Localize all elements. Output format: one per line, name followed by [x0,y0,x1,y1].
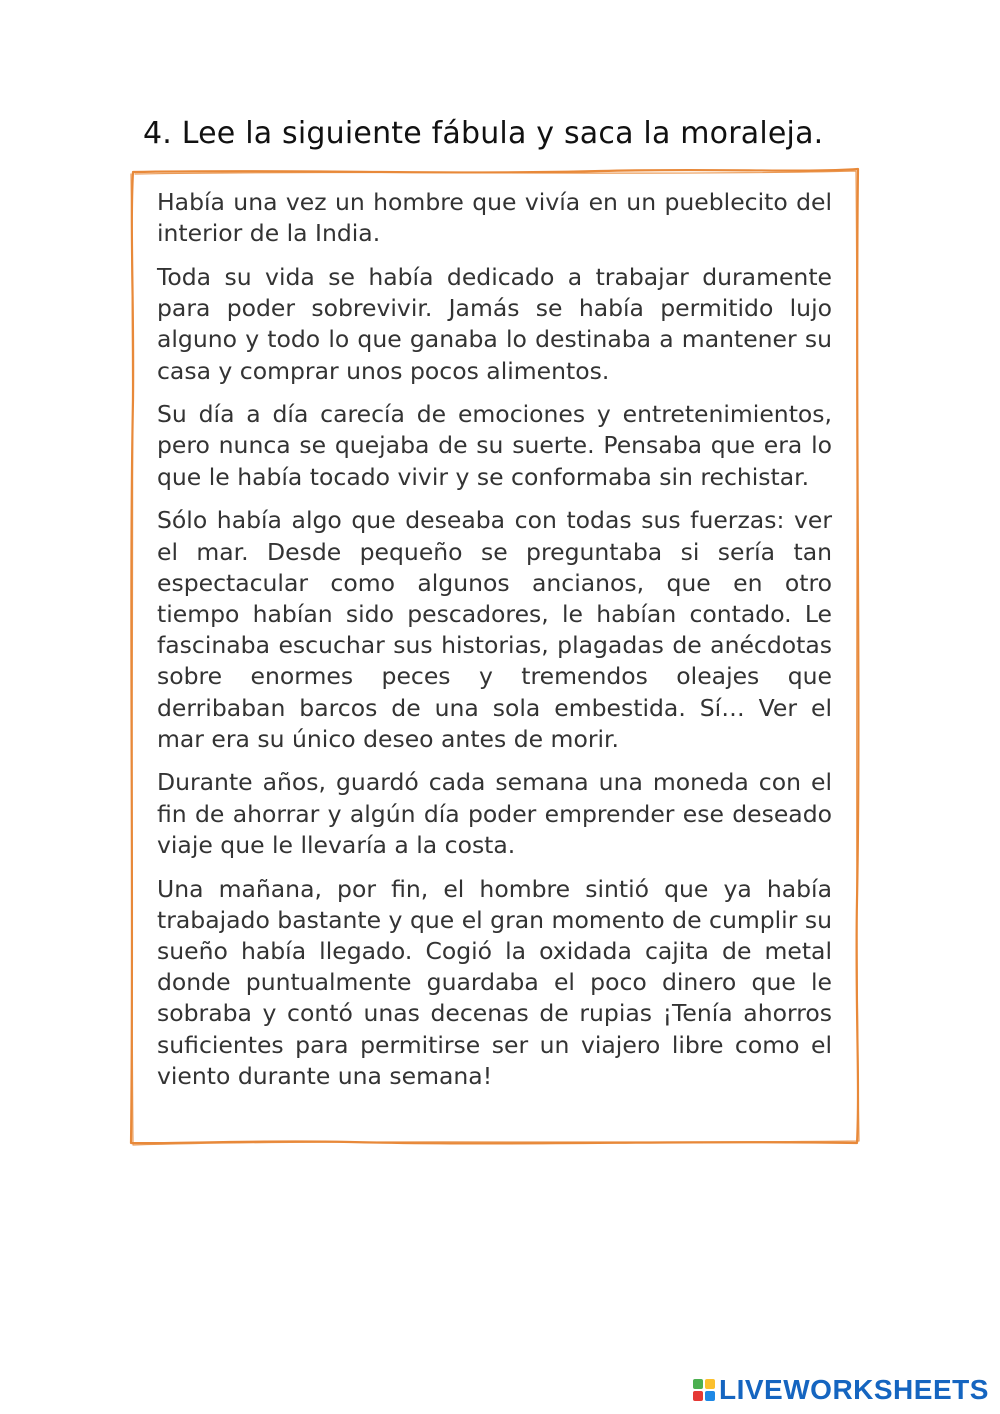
fable-text [157,187,832,1104]
logo-text: LIVEWORKSHEETS [719,1374,989,1405]
logo-square-yellow [705,1379,715,1389]
paragraph-2: Toda su vida se había dedicado a trabajar duramente para poder sobrevivir. Jamás se había permitido lujo alguno y todo lo que ganaba lo destinaba a mantener su casa y comprar unos pocos alimentos. [157,262,832,385]
logo-mark-icon [693,1379,715,1401]
paragraph-4: Sólo había algo que deseaba con todas sus fuerzas: ver el mar. Desde pequeño se preguntaba si sería tan espectacular como algunos ancianos, que en otro tiempo habían sido pescadores, le habían contado. Le fascinaba escuchar sus historias, plagadas de anécdotas sobre enormes peces y tremendos oleajes que derribaban barcos de una sola embestida. Sí… Ver el mar era su único deseo antes de morir. [157,506,832,753]
logo-square-blue [705,1391,715,1401]
exercise-heading: 4. Lee la siguiente fábula y saca la moraleja. [143,116,824,151]
logo-square-red [693,1391,703,1401]
paragraph-1: Había una vez un hombre que vivía en un pueblecito del interior de la India. [157,188,832,248]
paragraph-3: Su día a día carecía de emociones y entretenimientos, pero nunca se quejaba de su suerte. Pensaba que era lo que le había tocado vivir y se conformaba sin rechistar. [157,400,832,491]
liveworksheets-logo [693,1374,989,1406]
paragraph-5: Durante años, guardó cada semana una moneda con el fin de ahorrar y algún día poder emprender ese deseado viaje que le llevaría a la costa. [157,768,832,859]
logo-square-green [693,1379,703,1389]
paragraph-6: Una mañana, por fin, el hombre sintió que ya había trabajado bastante y que el gran momento de cumplir su sueño había llegado. Cogió la oxidada cajita de metal donde puntualmente guardaba el poco dinero que le sobraba y contó unas decenas de rupias ¡Tenía ahorros suficientes para permitirse ser un viajero libre como el viento durante una semana! [157,874,832,1090]
